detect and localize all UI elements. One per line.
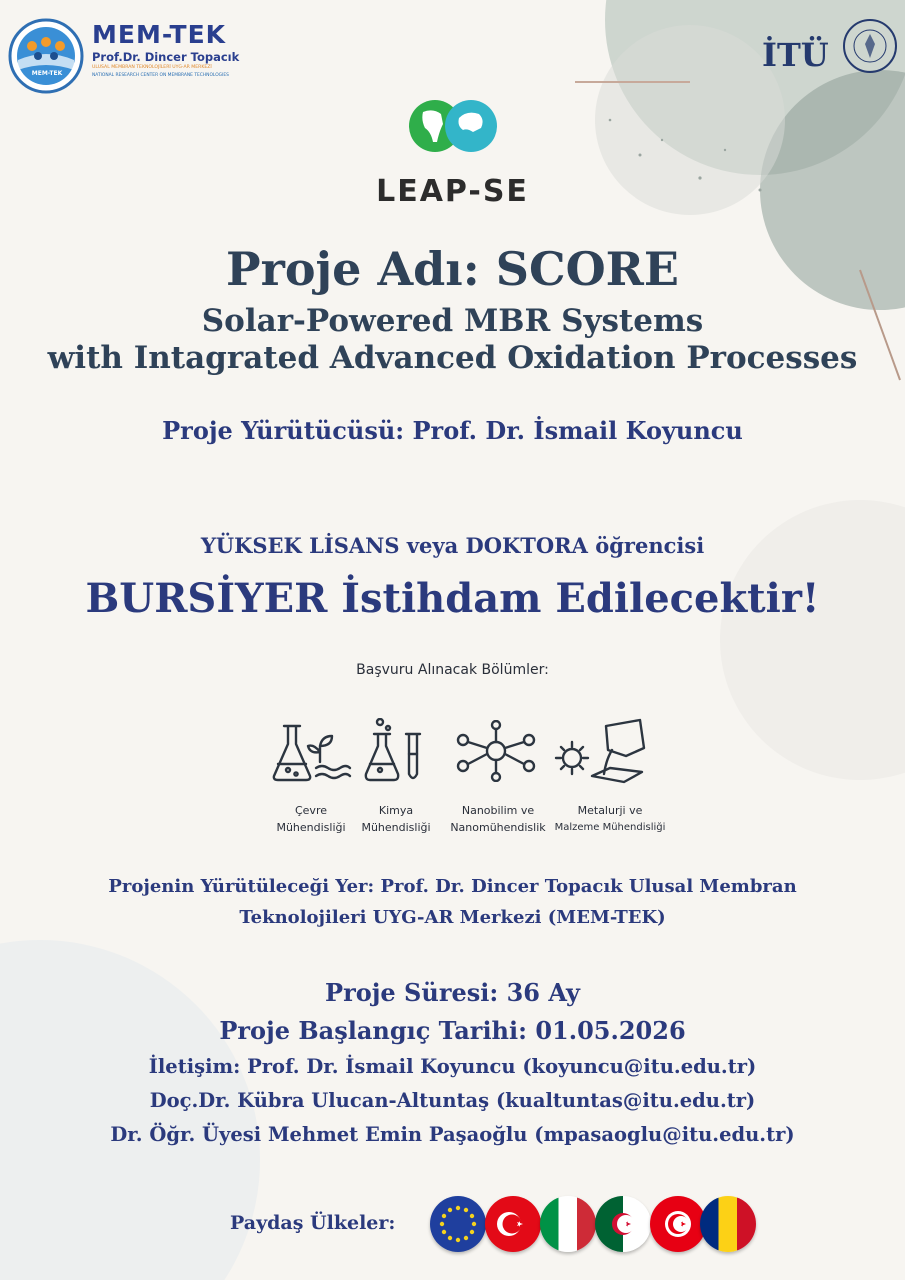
dept-cevre-line1: Çevre bbox=[294, 804, 327, 817]
partners-label: Paydaş Ülkeler: bbox=[230, 1212, 396, 1234]
dept-metalurji-line1: Metalurji ve bbox=[577, 804, 643, 817]
itu-logo-text: İTÜ bbox=[762, 36, 829, 74]
dept-nano-label bbox=[443, 802, 553, 836]
gear-crucible-icon bbox=[552, 716, 646, 788]
location-line2: Teknolojileri UYG-AR Merkezi (MEM-TEK) bbox=[239, 907, 666, 928]
project-subtitle-line2: with Intagrated Advanced Oxidation Processes bbox=[47, 340, 858, 376]
dept-cevre-line2: Mühendisliği bbox=[276, 821, 346, 834]
molecule-network-icon bbox=[455, 720, 537, 782]
flask-plant-icon bbox=[270, 722, 352, 784]
chemistry-flask-icon bbox=[362, 718, 432, 784]
memtek-line1: ULUSAL MEMBRAN TEKNOLOJİLERİ UYG-AR MERKEZİ bbox=[92, 65, 212, 70]
project-subtitle-line1: Solar-Powered MBR Systems bbox=[201, 303, 704, 339]
memtek-line2: NATIONAL RESEARCH CENTER ON MEMBRANE TECHNOLOGIES bbox=[92, 73, 229, 78]
contact-line2: Doç.Dr. Kübra Ulucan-Altuntaş (kualtuntas@itu.edu.tr) bbox=[149, 1089, 756, 1112]
dept-nano-line1: Nanobilim ve bbox=[461, 804, 535, 817]
contact-line1: İletişim: Prof. Dr. İsmail Koyuncu (koyuncu@itu.edu.tr) bbox=[148, 1055, 757, 1078]
leap-se-wordmark: LEAP-SE bbox=[376, 174, 529, 209]
announcement-headline: BURSİYER İstihdam Edilecektir! bbox=[85, 575, 820, 622]
leap-se-globes-icon bbox=[407, 98, 499, 154]
memtek-badge-label: MEM-TEK bbox=[31, 70, 63, 77]
dept-kimya-line1: Kimya bbox=[378, 804, 414, 817]
project-title: Proje Adı: SCORE bbox=[226, 242, 679, 296]
dept-nano-line2: Nanomühendislik bbox=[450, 821, 546, 834]
turkey-flag-icon bbox=[485, 1196, 541, 1252]
project-lead: Proje Yürütücüsü: Prof. Dr. İsmail Koyuncu bbox=[162, 416, 743, 445]
departments-heading: Başvuru Alınacak Bölümler: bbox=[356, 662, 549, 678]
dept-metalurji-label bbox=[548, 802, 672, 836]
eu-flag-icon bbox=[430, 1196, 486, 1252]
memtek-logo bbox=[8, 18, 243, 94]
romania-flag-icon bbox=[700, 1196, 756, 1252]
tunisia-flag-icon bbox=[650, 1196, 706, 1252]
contact-line3: Dr. Öğr. Üyesi Mehmet Emin Paşaoğlu (mpasaoglu@itu.edu.tr) bbox=[110, 1123, 795, 1146]
dept-kimya-label bbox=[341, 802, 451, 836]
location-line1: Projenin Yürütüleceği Yer: Prof. Dr. Dincer Topacık Ulusal Membran bbox=[108, 876, 797, 897]
dept-metalurji-line2: Malzeme Mühendisliği bbox=[554, 822, 666, 833]
itu-seal-icon bbox=[842, 18, 898, 74]
project-duration: Proje Süresi: 36 Ay bbox=[325, 978, 580, 1007]
memtek-badge-icon bbox=[8, 18, 84, 94]
italy-flag-icon bbox=[540, 1196, 596, 1252]
dept-kimya-line2: Mühendisliği bbox=[361, 821, 431, 834]
announcement-line1: YÜKSEK LİSANS veya DOKTORA öğrencisi bbox=[200, 533, 705, 558]
project-start-date: Proje Başlangıç Tarihi: 01.05.2026 bbox=[219, 1016, 686, 1045]
memtek-subtitle: Prof.Dr. Dincer Topacık bbox=[92, 50, 240, 64]
algeria-flag-icon bbox=[595, 1196, 651, 1252]
memtek-title: MEM-TEK bbox=[92, 20, 227, 49]
